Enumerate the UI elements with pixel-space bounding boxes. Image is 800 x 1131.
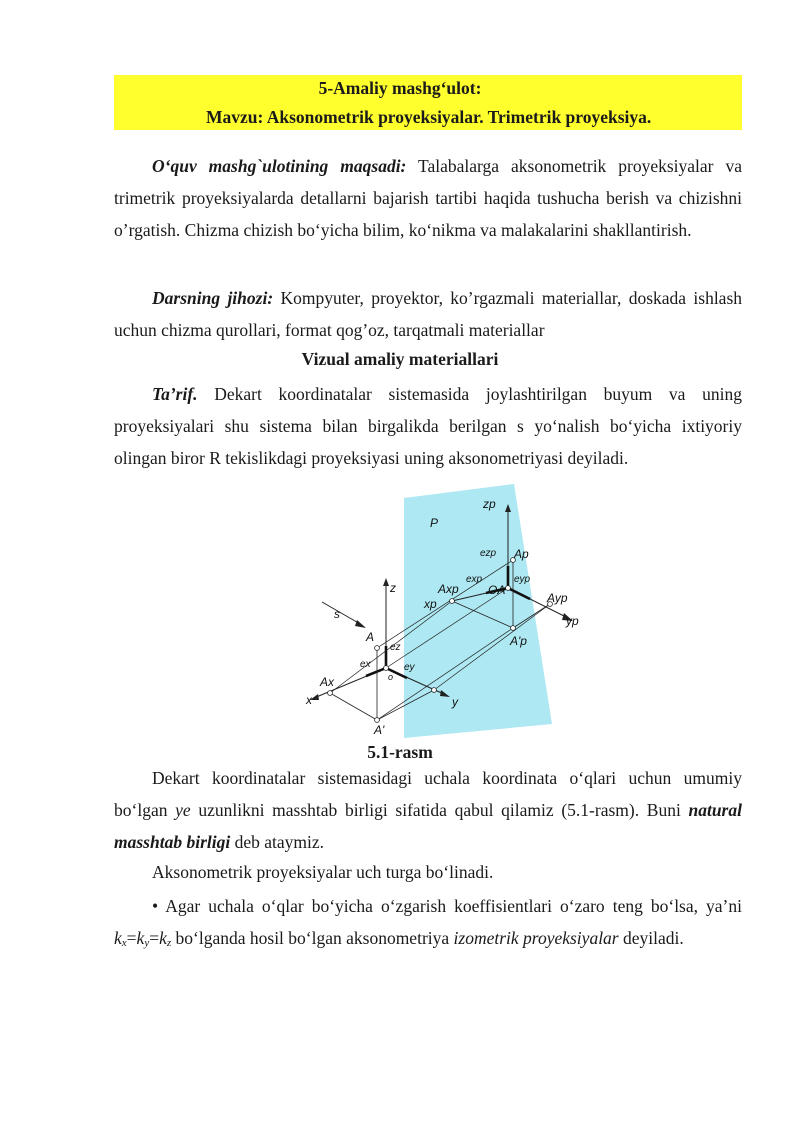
equipment-paragraph [114,282,742,346]
visual-materials-heading: Vizual amaliy materiallari [301,349,499,369]
label-x: x [306,693,312,707]
label-z: z [390,581,396,595]
unit-text-2: uzunlikni masshtab birligi sifatida qabul qilamiz (5.1-rasm). Buni [190,800,689,820]
label-ez: ez [390,642,401,653]
definition-label: Ta’rif. [152,384,198,404]
goal-text: Talabalarga aksonometrik proyeksiyalar va trimetrik proyeksiyalarda detallarni bajarish tartibi haqida tushucha berish va chizishni o’rgatish. Chizma chizish bo‘yicha bilim, ko‘nikma va malakalarini shakllantirish. [114,156,742,240]
projection-plane [404,484,552,738]
definition-paragraph [114,378,742,474]
label-OA: OA [488,583,506,597]
unit-text-1: Dekart koordinatalar sistemasidagi uchala koordinata o‘qlari uchun umumiy bo‘lgan [114,768,742,820]
equipment-label: Darsning jihozi: [152,288,274,308]
label-s: s [334,607,340,621]
label-A: A [366,630,375,644]
types-text: Aksonometrik proyeksiyalar uch turga bo‘linadi. [152,862,494,882]
direction-s [322,602,362,625]
kx: k [114,928,122,948]
unit-ye: ye [175,800,191,820]
direction-s-arrow [355,620,366,628]
bullet-dot-icon: • [152,896,159,916]
z-arrow [383,578,389,586]
kz: k [159,928,167,948]
label-zp: zp [483,497,496,511]
goal-label: O‘quv mashg`ulotining maqsadi: [152,156,407,176]
label-Axp: Axp [438,582,459,596]
label-ezp: ezp [480,548,497,559]
label-exp: exp [466,574,483,585]
definition-text: Dekart koordinatalar sistemasida joylashtirilgan buyum va uning proyeksiyalari shu sistema bilan birgalikda berilgan s yo‘nalish bo‘yicha ixtiyoriy olingan biror R tekislikdagi proyeksiyasi uning aksonometriyasi deyiladi. [114,384,742,468]
lesson-title: 5-Amaliy mashg‘ulot: [318,78,482,98]
kx-sub: x [121,937,127,949]
bullet-text-2: bo‘lganda hosil bo‘lgan aksonometriya [171,928,454,948]
isometric-term: izometrik proyeksiyalar [453,928,619,948]
label-Aprime: A' [374,723,385,737]
ky: k [136,928,145,948]
label-Ayp: Ayp [547,591,568,605]
equipment-text: Kompyuter, proyektor, ko’rgazmali materiallar, doskada ishlash uchun chizma qurollari, format qog’oz, tarqatmali materiallar [114,288,743,340]
kz-sub: z [166,937,172,949]
figure-caption: 5.1-rasm [367,742,433,762]
unit-paragraph [114,762,742,858]
label-y: y [452,695,458,709]
bullet-text-3: deyiladi. [618,928,684,948]
natural-scale-term: natural masshtab birligi [114,800,742,852]
label-eyp: eyp [514,574,531,585]
label-o: o [388,672,394,682]
label-yp: yp [566,614,579,628]
label-P: P [430,516,439,530]
goal-paragraph [114,150,742,246]
bullet-paragraph [114,890,742,959]
label-ey: ey [404,662,415,673]
label-Ax: Ax [320,675,335,689]
label-Ap: Ap [514,547,529,561]
eq-1: = [126,928,137,948]
label-xp: xp [424,597,437,611]
axonometry-figure [300,480,579,742]
types-paragraph [114,856,742,888]
ky-sub: y [144,937,150,949]
unit-text-3: deb ataymiz. [230,832,324,852]
bullet-text-1: Agar uchala o‘qlar bo‘yicha o‘zgarish koeffisientlari o‘zaro teng bo‘lsa, ya’ni [158,896,742,916]
lesson-topic: Mavzu: Aksonometrik proyeksiyalar. Trimetrik proyeksiya. [206,107,652,127]
label-Apprime: A'p [510,634,527,648]
eq-2: = [149,928,160,948]
label-ex: ex [360,659,371,670]
ax-line [330,693,377,720]
